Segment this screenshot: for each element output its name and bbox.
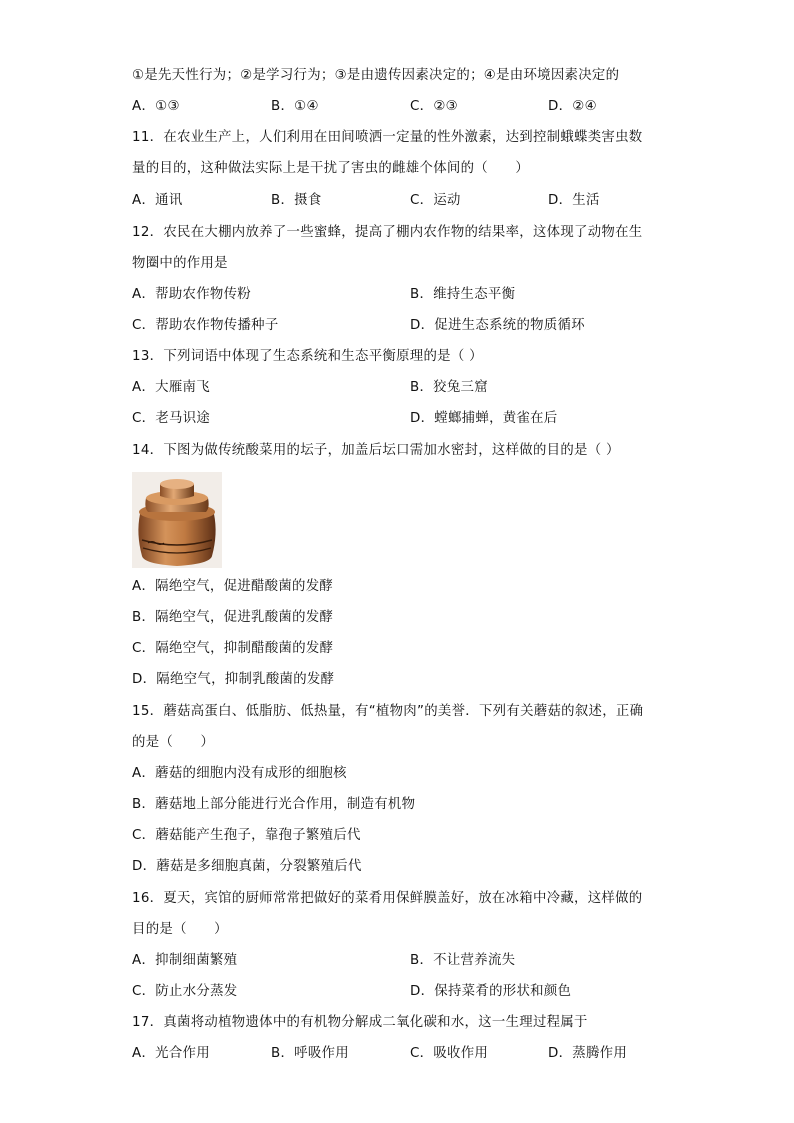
q11-option-d[interactable]: D．生活	[548, 193, 600, 208]
q10-option-a[interactable]: A．①③	[132, 99, 180, 114]
q11-stem-line1: 11．在农业生产上，人们利用在田间喷洒一定量的性外激素，达到控制蛾蝶类害虫数	[132, 130, 643, 145]
q10-option-b[interactable]: B．①④	[271, 99, 319, 114]
q10-option-d[interactable]: D．②④	[548, 99, 597, 114]
q15-option-d[interactable]: D．蘑菇是多细胞真菌，分裂繁殖后代	[132, 859, 362, 874]
q15-stem-line2: 的是（ ）	[132, 735, 215, 750]
q13-option-a[interactable]: A．大雁南飞	[132, 380, 210, 395]
q14-option-b[interactable]: B．隔绝空气，促进乳酸菌的发酵	[132, 610, 334, 625]
q16-stem-line2: 目的是（ ）	[132, 922, 228, 937]
q11-option-c[interactable]: C．运动	[410, 193, 461, 208]
q11-stem-line2: 量的目的，这种做法实际上是干扰了害虫的雌雄个体间的（ ）	[132, 161, 530, 176]
q17-option-d[interactable]: D．蒸腾作用	[548, 1046, 628, 1061]
q13-option-b[interactable]: B．狡兔三窟	[410, 380, 488, 395]
q16-option-c[interactable]: C．防止水分蒸发	[132, 984, 238, 999]
q13-stem-line1: 13．下列词语中体现了生态系统和生态平衡原理的是（ ）	[132, 349, 483, 364]
q14-option-a[interactable]: A．隔绝空气，促进醋酸菌的发酵	[132, 579, 334, 594]
q16-option-b[interactable]: B．不让营养流失	[410, 953, 516, 968]
q12-option-a[interactable]: A．帮助农作物传粉	[132, 287, 251, 302]
q13-option-c[interactable]: C．老马识途	[132, 411, 211, 426]
q15-option-b[interactable]: B．蘑菇地上部分能进行光合作用，制造有机物	[132, 797, 416, 812]
q13-option-d[interactable]: D．螳螂捕蝉，黄雀在后	[410, 411, 558, 426]
q15-option-a[interactable]: A．蘑菇的细胞内没有成形的细胞核	[132, 766, 347, 781]
q14-option-d[interactable]: D．隔绝空气，抑制乳酸菌的发酵	[132, 672, 335, 687]
q12-stem-line1: 12．农民在大棚内放养了一些蜜蜂，提高了棚内农作物的结果率，这体现了动物在生	[132, 225, 643, 240]
q10-statement-line: ①是先天性行为；②是学习行为；③是由遗传因素决定的；④是由环境因素决定的	[132, 68, 620, 83]
q15-option-c[interactable]: C．蘑菇能产生孢子，靠孢子繁殖后代	[132, 828, 361, 843]
q12-option-c[interactable]: C．帮助农作物传播种子	[132, 318, 279, 333]
q11-option-b[interactable]: B．摄食	[271, 193, 322, 208]
q16-stem-line1: 16．夏天，宾馆的厨师常常把做好的菜肴用保鲜膜盖好，放在冰箱中冷藏，这样做的	[132, 891, 643, 906]
q17-stem-line1: 17．真菌将动植物遗体中的有机物分解成二氧化碳和水，这一生理过程属于	[132, 1015, 588, 1030]
q12-stem-line2: 物圈中的作用是	[132, 256, 228, 271]
q10-option-c[interactable]: C．②③	[410, 99, 458, 114]
q15-stem-line1: 15．蘑菇高蛋白、低脂肪、低热量，有“植物肉”的美誉．下列有关蘑菇的叙述，正确	[132, 704, 644, 719]
q12-option-b[interactable]: B．维持生态平衡	[410, 287, 516, 302]
q17-option-a[interactable]: A．光合作用	[132, 1046, 210, 1061]
q14-option-c[interactable]: C．隔绝空气，抑制醋酸菌的发酵	[132, 641, 334, 656]
q14-stem-line1: 14．下图为做传统酸菜用的坛子，加盖后坛口需加水密封，这样做的目的是（ ）	[132, 443, 620, 458]
q16-option-d[interactable]: D．保持菜肴的形状和颜色	[410, 984, 572, 999]
q17-option-b[interactable]: B．呼吸作用	[271, 1046, 349, 1061]
q17-option-c[interactable]: C．吸收作用	[410, 1046, 489, 1061]
pickle-jar-image	[132, 472, 222, 568]
q16-option-a[interactable]: A．抑制细菌繁殖	[132, 953, 238, 968]
q11-option-a[interactable]: A．通讯	[132, 193, 183, 208]
q12-option-d[interactable]: D．促进生态系统的物质循环	[410, 318, 585, 333]
